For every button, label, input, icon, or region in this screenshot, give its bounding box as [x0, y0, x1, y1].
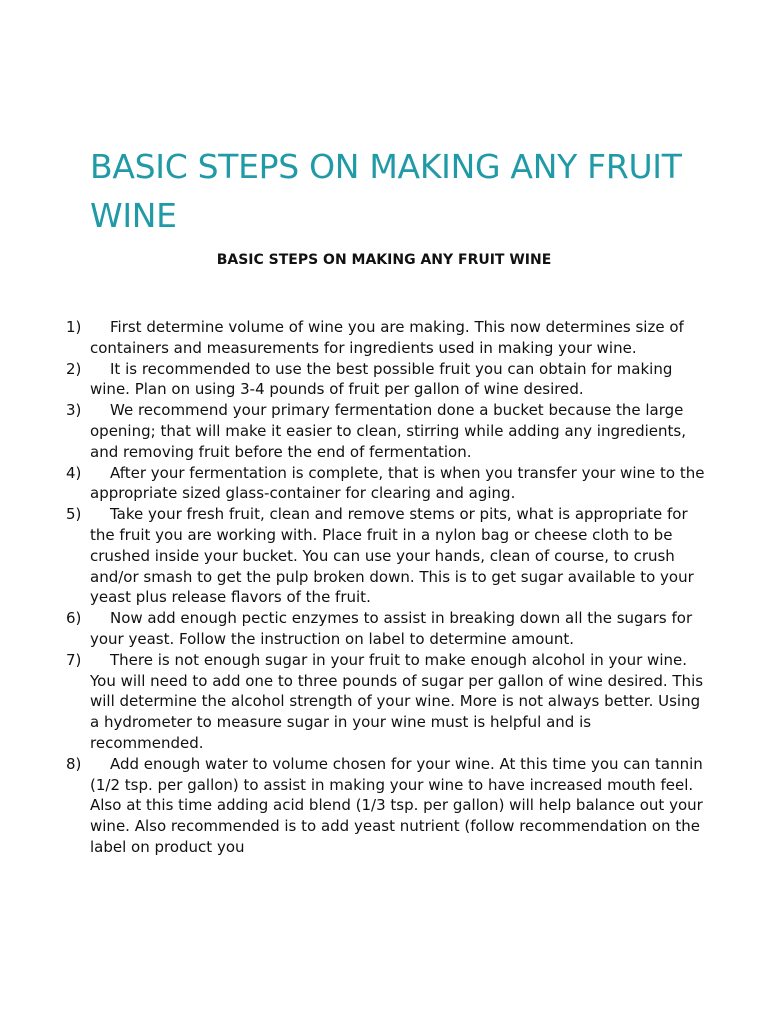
step-text: After your fermentation is complete, that is when you transfer your wine to the appropriate sized glass-container for clearing and aging. — [90, 463, 705, 503]
step-number: 6) — [66, 609, 82, 628]
step-text: Take your fresh fruit, clean and remove stems or pits, what is appropriate for the fruit you are working with. Place fruit in a nylon bag or cheese cloth to be crushed inside your bucket. You can use your hands, clean of course, to crush and/or smash to get the pulp broken down. This is to get sugar available to your yeast plus release flavors of the fruit. — [90, 505, 694, 607]
step-text: First determine volume of wine you are making. This now determines size of containers and measurements for ingredients used in making your wine. — [90, 318, 684, 357]
step-number: 2) — [66, 359, 82, 378]
list-item — [66, 463, 706, 505]
list-item — [66, 650, 706, 754]
list-item — [66, 359, 706, 401]
step-number: 3) — [66, 401, 82, 420]
step-number: 7) — [66, 650, 82, 669]
list-item — [66, 504, 706, 608]
step-number: 1) — [66, 318, 82, 336]
step-text: There is not enough sugar in your fruit to make enough alcohol in your wine. You will need to add one to three pounds of sugar per gallon of wine desired. This will determine the alcohol strength of your wine. More is not always better. Using a hydrometer to measure sugar in your wine must is helpful and is recommended. — [90, 650, 704, 752]
step-text: We recommend your primary fermentation done a bucket because the large opening; that will make it easier to clean, stirring while adding any ingredients, and removing fruit before the end of fermentation. — [90, 401, 686, 461]
list-item — [66, 608, 706, 650]
document-title: BASIC STEPS ON MAKING ANY FRUIT WINE — [90, 147, 682, 235]
list-item — [66, 754, 706, 858]
step-text: Now add enough pectic enzymes to assist in breaking down all the sugars for your yeast. Follow the instruction on label to determine amount. — [90, 609, 693, 648]
step-number: 4) — [66, 463, 82, 482]
steps-list — [66, 317, 706, 858]
list-item — [66, 400, 706, 462]
step-number: 8) — [66, 754, 82, 773]
list-item — [66, 317, 706, 359]
step-number: 5) — [66, 505, 82, 524]
document-subtitle: BASIC STEPS ON MAKING ANY FRUIT WINE — [216, 252, 552, 268]
step-text: It is recommended to use the best possible fruit you can obtain for making wine. Plan on using 3-4 pounds of fruit per gallon of wine desired. — [90, 359, 673, 399]
step-text: Add enough water to volume chosen for your wine. At this time you can tannin (1/2 tsp. per gallon) to assist in making your wine to have increased mouth feel. Also at this time adding acid blend (1/3 tsp. per gallon) will help balance out your wine. Also recommended is to add yeast nutrient (follow recommendation on the label on product you — [90, 754, 703, 856]
